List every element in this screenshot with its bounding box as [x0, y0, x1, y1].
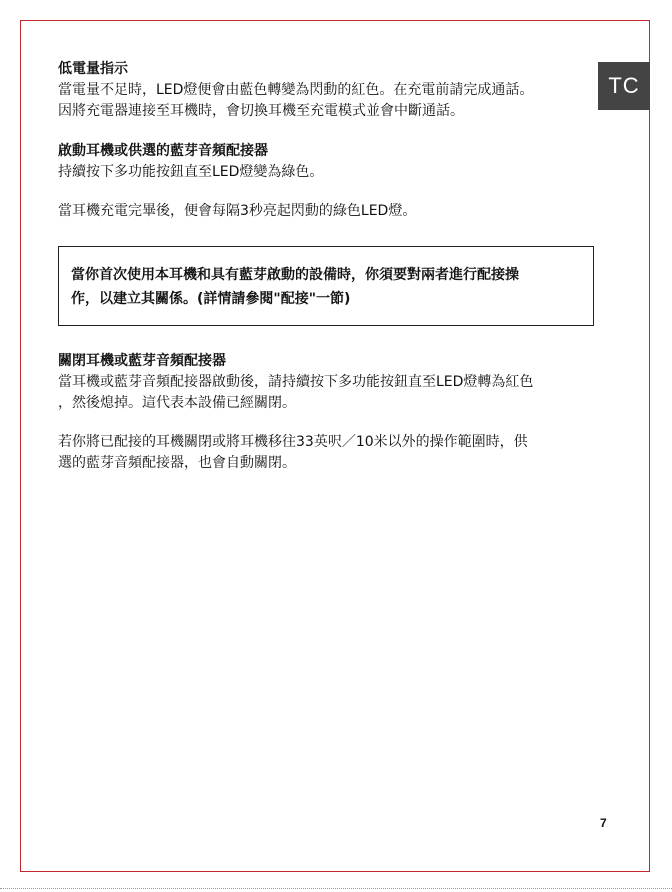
language-tab: TC [598, 62, 650, 110]
paragraph-line: 若你將已配接的耳機關閉或將耳機移往33英呎／10米以外的操作範圍時，供 [58, 434, 528, 450]
paragraph-line: 當耳機充電完畢後，便會每隔3秒亮起閃動的綠色LED燈。 [58, 203, 417, 219]
page-number: 7 [600, 816, 607, 830]
paragraph-line: 選的藍芽音頻配接器，也會自動關閉。 [58, 455, 296, 471]
paragraph-line: 因將充電器連接至耳機時，會切換耳機至充電模式並會中斷通話。 [58, 103, 464, 119]
page-content [58, 58, 598, 474]
notice-line: 作，以建立其關係。(詳情請參閱"配接"一節) [71, 291, 351, 307]
bottom-rule [0, 888, 672, 889]
section-auto-off [58, 432, 598, 474]
section-heading: 啟動耳機或供選的藍芽音頻配接器 [58, 143, 268, 159]
section-power-on [58, 140, 598, 183]
paragraph-line: 當耳機或藍芽音頻配接器啟動後，請持續按下多功能按鈕直至LED燈轉為紅色 [58, 374, 534, 390]
paragraph-line: 持續按下多功能按鈕直至LED燈變為綠色。 [58, 164, 324, 180]
section-heading: 關閉耳機或藍芽音頻配接器 [58, 353, 226, 369]
pairing-notice-box [58, 246, 594, 326]
paragraph-line: ，然後熄掉。這代表本設備已經關閉。 [58, 395, 296, 411]
paragraph-line: 當電量不足時，LED燈便會由藍色轉變為閃動的紅色。在充電前請完成通話。 [58, 82, 534, 98]
section-low-battery [58, 58, 598, 122]
section-heading: 低電量指示 [58, 61, 128, 77]
section-power-off [58, 350, 598, 414]
section-charge-complete [58, 201, 598, 222]
notice-line: 當你首次使用本耳機和具有藍芽啟動的設備時，你須要對兩者進行配接操 [71, 267, 519, 283]
